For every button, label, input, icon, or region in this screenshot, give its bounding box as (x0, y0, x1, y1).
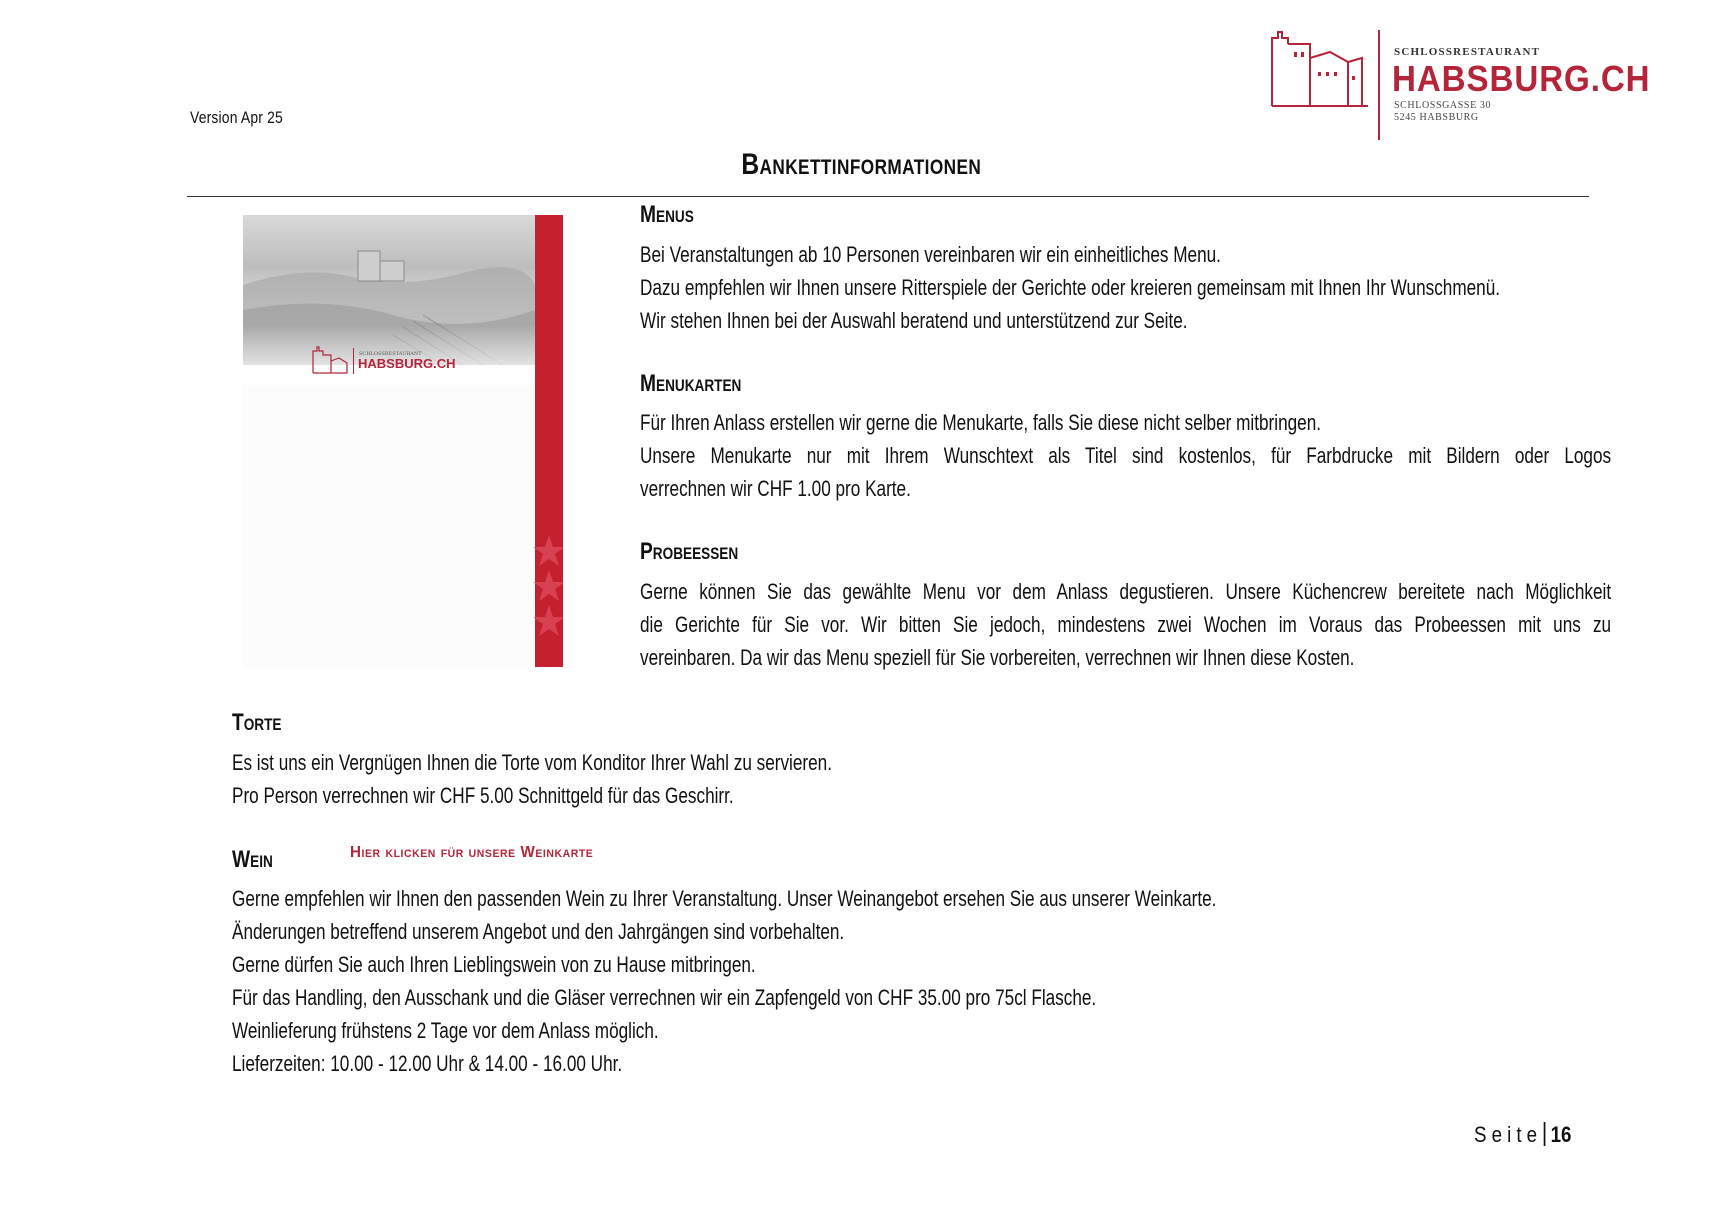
text-line: Weinlieferung frühstens 2 Tage vor dem Anlass möglich. (232, 1018, 659, 1043)
text-torte (232, 746, 832, 812)
text-line: Es ist uns ein Vergnügen Ihnen die Torte vom Konditor Ihrer Wahl zu servieren. (232, 750, 832, 775)
text-line: Änderungen betreffend unserem Angebot und den Jahrgängen sind vorbehalten. (232, 919, 845, 944)
page-number-value: 16 (1550, 1122, 1572, 1147)
logo-divider (1378, 30, 1380, 140)
page-title-text: Bankettinformationen (741, 148, 982, 181)
text-line: vereinbaren. Da wir das Menu speziell für Sie vorbereiten, verrechnen wir Ihnen diese Kosten. (640, 645, 1355, 670)
logo-address (1394, 100, 1491, 124)
text-line: Lieferzeiten: 10.00 - 12.00 Uhr & 14.00 - 16.00 Uhr. (232, 1051, 623, 1076)
page-label: Seite (1474, 1122, 1543, 1147)
logo-address-city: 5245 HABSBURG (1394, 112, 1479, 123)
restaurant-logo (1270, 28, 1651, 143)
text-line: Gerne empfehlen wir Ihnen den passenden Wein zu Ihrer Veranstaltung. Unser Weinangebot ersehen Sie aus unserer Weinkarte. (232, 886, 1217, 911)
text-line: Gerne dürfen Sie auch Ihren Lieblingswein von zu Hause mitbringen. (232, 952, 756, 977)
heading-wein: Wein (232, 846, 273, 873)
text-menukarten (640, 406, 1611, 505)
text-menus (640, 238, 1500, 337)
text-line: Unsere Menukarte nur mit Ihrem Wunschtext als Titel sind kostenlos, für Farbdrucke mit Bildern oder Logos (640, 443, 1612, 468)
logo-name: HABSBURG.CH (1392, 58, 1651, 99)
page-title (0, 148, 1723, 182)
wine-list-link[interactable]: Hier klicken für unsere Weinkarte (350, 844, 594, 861)
page-separator (1544, 1122, 1546, 1146)
text-line: Pro Person verrechnen wir CHF 5.00 Schnittgeld für das Geschirr. (232, 783, 734, 808)
menu-card-image (243, 215, 563, 667)
menu-card-tagline: SCHLOSSRESTAURANT (359, 351, 422, 357)
text-line: Bei Veranstaltungen ab 10 Personen vereinbaren wir ein einheitliches Menu. (640, 242, 1221, 267)
menu-card-name: HABSBURG.CH (358, 356, 456, 371)
text-line: Wir stehen Ihnen bei der Auswahl beratend und unterstützend zur Seite. (640, 308, 1188, 333)
heading-menus: Menus (640, 201, 694, 228)
text-line: Für Ihren Anlass erstellen wir gerne die Menukarte, falls Sie diese nicht selber mitbringen. (640, 410, 1322, 435)
text-line: Dazu empfehlen wir Ihnen unsere Ritterspiele der Gerichte oder kreieren gemeinsam mit Ihnen Ihr Wunschmenü. (640, 275, 1501, 300)
text-probeessen (640, 575, 1611, 674)
version-label: Version Apr 25 (190, 108, 283, 127)
title-divider (187, 196, 1589, 197)
heading-probeessen: Probeessen (640, 538, 739, 565)
logo-tagline: SCHLOSSRESTAURANT (1394, 46, 1541, 58)
castle-logo-icon (1270, 28, 1370, 108)
page-number (1474, 1122, 1571, 1148)
text-line: Gerne können Sie das gewählte Menu vor dem Anlass degustieren. Unsere Küchencrew bereitete nach Möglichkeit (640, 579, 1612, 604)
text-line: die Gerichte für Sie vor. Wir bitten Sie jedoch, mindestens zwei Wochen im Voraus das Probeessen mit uns zu (640, 612, 1612, 637)
heading-menukarten: Menukarten (640, 370, 742, 397)
text-line: Für das Handling, den Ausschank und die Gläser verrechnen wir ein Zapfengeld von CHF 35.00 pro 75cl Flasche. (232, 985, 1097, 1010)
heading-torte: Torte (232, 709, 282, 736)
text-wein (232, 882, 1216, 1080)
text-line: verrechnen wir CHF 1.00 pro Karte. (640, 476, 911, 501)
logo-address-street: SCHLOSSGASSE 30 (1394, 100, 1492, 111)
